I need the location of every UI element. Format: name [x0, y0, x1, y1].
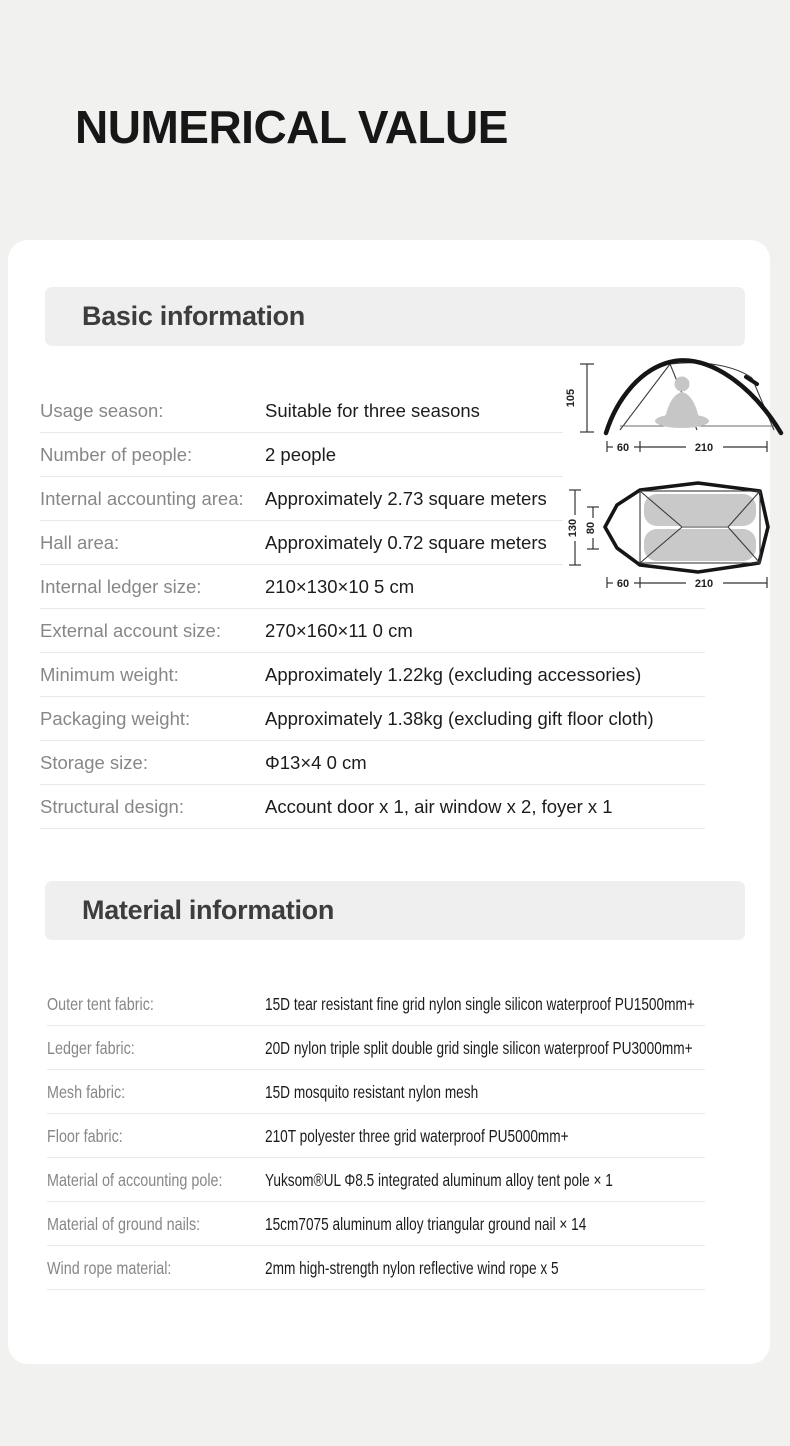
spec-value: Approximately 0.72 square meters: [265, 532, 547, 553]
spec-label: [47, 994, 265, 1015]
section-header-material: [45, 881, 745, 940]
spec-row: [47, 1114, 705, 1158]
side-view-width-dimension: [607, 441, 767, 452]
spec-label: Internal accounting area:: [40, 488, 244, 509]
spec-value: [265, 994, 790, 1015]
spec-card: [8, 240, 770, 1364]
spec-row: [40, 741, 705, 785]
spec-row: [47, 1026, 705, 1070]
spec-row: [47, 1158, 705, 1202]
spec-row: [47, 982, 705, 1026]
spec-label-text: Wind rope material:: [47, 1257, 172, 1278]
spec-label: [47, 1258, 265, 1279]
spec-value: Approximately 2.73 square meters: [265, 488, 547, 509]
spec-label: [47, 1126, 265, 1147]
spec-label: Usage season:: [40, 400, 164, 421]
spec-value: Suitable for three seasons: [265, 400, 480, 421]
spec-value: Approximately 1.38kg (excluding gift floor cloth): [265, 708, 654, 729]
spec-row: [40, 609, 705, 653]
spec-value-text: 20D nylon triple split double grid single silicon waterproof PU3000mm+: [265, 1037, 693, 1058]
side-view-height-dimension: [580, 364, 594, 432]
spec-value: Φ13×4 0 cm: [265, 752, 367, 773]
spec-value: Approximately 1.22kg (excluding accessories): [265, 664, 642, 685]
spec-value: [265, 1082, 538, 1103]
spec-row: [47, 1246, 705, 1290]
spec-value: [265, 1214, 677, 1235]
spec-value: [265, 1038, 790, 1059]
spec-row: [47, 1202, 705, 1246]
spec-value-text: 15D tear resistant fine grid nylon single silicon waterproof PU1500mm+: [265, 993, 695, 1014]
spec-label: [47, 1082, 265, 1103]
dimension-label-60: 60: [616, 578, 630, 590]
dimension-label-105: 105: [565, 388, 577, 408]
spec-value: 210×130×10 5 cm: [265, 576, 415, 597]
spec-value: Account door x 1, air window x 2, foyer x 1: [265, 796, 613, 817]
spec-label: External account size:: [40, 620, 221, 641]
spec-value: [265, 1126, 654, 1147]
spec-label-text: Mesh fabric:: [47, 1081, 126, 1102]
spec-label: [47, 1214, 265, 1235]
top-view-width-dimension: [607, 577, 767, 588]
section-title-material: Material information: [82, 895, 335, 925]
spec-label-text: Material of accounting pole:: [47, 1169, 223, 1190]
spec-value: [265, 1258, 641, 1279]
spec-value: 270×160×11 0 cm: [265, 620, 413, 641]
spec-label-text: Floor fabric:: [47, 1125, 123, 1146]
spec-value: [265, 1170, 711, 1191]
spec-value-text: 2mm high-strength nylon reflective wind rope x 5: [265, 1257, 559, 1278]
section-header-basic: [45, 287, 745, 346]
spec-row: [40, 697, 705, 741]
spec-label: Internal ledger size:: [40, 576, 202, 597]
dimension-label-80: 80: [585, 521, 597, 535]
spec-value: 2 people: [265, 444, 336, 465]
spec-value-text: 210T polyester three grid waterproof PU5000mm+: [265, 1125, 569, 1146]
spec-label-text: Outer tent fabric:: [47, 993, 154, 1014]
spec-label: [47, 1170, 265, 1191]
spec-label: Structural design:: [40, 796, 184, 817]
dimension-label-130: 130: [567, 518, 579, 538]
spec-label: Hall area:: [40, 532, 120, 553]
spec-label: Minimum weight:: [40, 664, 179, 685]
dimension-label-210: 210: [694, 442, 714, 454]
spec-label: Storage size:: [40, 752, 148, 773]
spec-value-text: 15cm7075 aluminum alloy triangular ground nail × 14: [265, 1213, 587, 1234]
spec-row: [40, 785, 705, 829]
person-silhouette: [655, 377, 709, 429]
spec-value-text: 15D mosquito resistant nylon mesh: [265, 1081, 479, 1102]
spec-label: Number of people:: [40, 444, 193, 465]
spec-value-text: Yuksom®UL Φ8.5 integrated aluminum alloy tent pole × 1: [265, 1169, 613, 1190]
spec-row: [47, 1070, 705, 1114]
spec-label-text: Ledger fabric:: [47, 1037, 135, 1058]
spec-label: [47, 1038, 265, 1059]
dimension-label-210: 210: [694, 578, 714, 590]
material-info-table: [47, 982, 705, 1290]
spec-label: Packaging weight:: [40, 708, 191, 729]
section-title-basic: Basic information: [82, 301, 305, 331]
tent-top-view-diagram: [560, 465, 790, 600]
page-title: NUMERICAL VALUE: [75, 101, 508, 153]
tent-side-view-diagram: [560, 353, 790, 458]
dimension-label-60: 60: [616, 442, 630, 454]
spec-row: [40, 653, 705, 697]
spec-label-text: Material of ground nails:: [47, 1213, 201, 1234]
